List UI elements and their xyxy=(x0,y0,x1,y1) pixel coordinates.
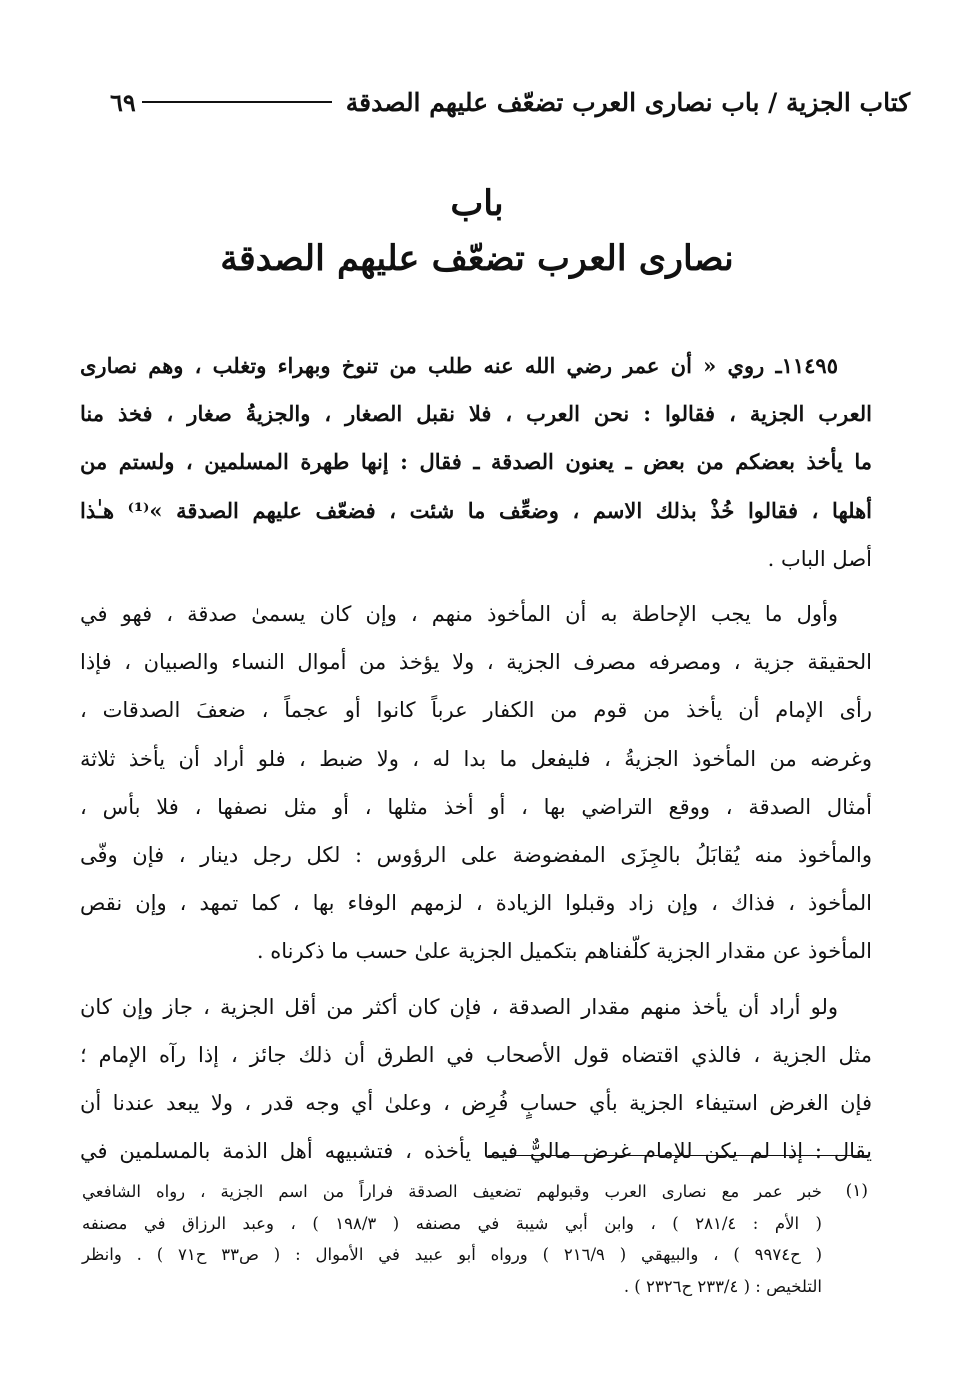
page-number: ٦٩ xyxy=(110,87,136,117)
text-line: ما يأخذ بعضكم من بعض ـ يعنون الصدقة ـ فقال : إنها طهرة المسلمين ، ولستم من xyxy=(80,449,872,475)
chapter-title: نصارى العرب تضعّف عليهم الصدقة xyxy=(220,238,734,279)
footnote-body xyxy=(82,1176,822,1302)
footnote-divider xyxy=(488,1155,868,1156)
footnote-line: ( الأم : ٢٨١/٤ ) ، وابن أبي شيبة في مصنفه ( ١٩٨/٣ ) ، وعبد الرزاق في مصنفه xyxy=(82,1213,822,1233)
text-line: المأخوذ عن مقدار الجزية كلّفناهم بتكميل الجزية علىٰ حسب ما ذكرناه . xyxy=(256,939,872,964)
text-line: العرب الجزية ، فقالوا : نحن العرب ، فلا نقبل الصغار ، والجزيةُ صغار ، فخذ منا xyxy=(80,401,872,427)
text-line: أصل الباب . xyxy=(767,546,872,571)
running-title: كتاب الجزية / باب نصارى العرب تضعّف عليهم الصدقة xyxy=(345,87,911,117)
text-line: الحقيقة جزية ، ومصرفه مصرف الجزية ، ولا يؤخذ من أموال النساء والصبيان ، فإذا xyxy=(80,650,872,675)
text-line: أمثال الصدقة ، ووقع التراضي بها ، أو أخذ مثلها ، أو مثل نصفها ، فلا بأس ، xyxy=(80,794,872,819)
header-rule xyxy=(142,101,332,103)
running-header xyxy=(110,84,911,120)
chapter-label: باب xyxy=(450,183,504,224)
text-line: يقال : إذا لم يكن للإمام غرض ماليٌّ فيما يأخذه ، فتشبيهه أهل الذمة بالمسلمين في xyxy=(80,1139,872,1164)
text-line: وأول ما يجب الإحاطة به أن المأخوذ منهم ، وإن كان يسمىٰ صدقة ، فهو في xyxy=(80,602,838,627)
text-line: والمأخوذ منه يُقابَلُ بالجِزَى المفضوضة على الرؤوس : لكل رجل دينار ، فإن وفّى xyxy=(80,843,872,868)
footnote-line: خبر عمر مع نصارى العرب وقبولهم تضعيف الصدقة فراراً من اسم الجزية ، رواه الشافعي xyxy=(82,1182,822,1201)
footnote xyxy=(82,1176,868,1302)
footnote-marker: (١) xyxy=(845,1181,868,1201)
paragraph-3 xyxy=(80,983,872,1176)
text-line: فإن الغرض استيفاء الجزية بأي حسابٍ فُرِض ، وعلىٰ أي وجه قدر ، ولا يبعد عندنا أن xyxy=(80,1091,872,1116)
text-line: رأى الإمام أن يأخذ من قوم من الكفار عرباً كانوا أو عجماً ، ضعفَ الصدقات ، xyxy=(80,698,872,723)
text-line: المأخوذ ، فذاك ، وإن زاد وقبلوا الزيادة ، لزمهم الوفاء بها ، كما تمهد ، وإن نقص xyxy=(80,891,872,916)
footnote-line: التلخيص : ( ٢٣٣/٤ ح٢٣٢٦ ) . xyxy=(623,1276,822,1296)
footnote-line: ( ح٩٩٧٤ ) ، والبيهقي ( ٢١٦/٩ ) ورواه أبو عبيد في الأموال : ( ص٣٣ ح٧١ ) . وانظر xyxy=(82,1245,823,1264)
chapter-heading xyxy=(0,178,954,288)
paragraph-1 xyxy=(80,342,872,583)
text-line: أهلها ، فقالوا خُذْ بذلك الاسم ، وضعِّف ما شئت ، فضعّف عليهم الصدقة »⁽¹⁾ هـٰذا xyxy=(80,497,872,523)
text-line: وغرضه من المأخوذ الجزيةُ ، فليفعل ما بدا له ، ولا ضبط ، فلو أراد أن يأخذ ثلاثة xyxy=(80,746,872,771)
text-line: ولو أراد أن يأخذ منهم مقدار الصدقة ، فإن كان أكثر من أقل الجزية ، جاز وإن كان xyxy=(80,994,838,1019)
text-line: ١١٤٩٥ـ روي « أن عمر رضي الله عنه طلب من تنوخ وبهراء وتغلب ، وهم نصارى xyxy=(80,353,838,378)
body-text xyxy=(80,342,872,1175)
text-line: مثل الجزية ، فالذي اقتضاه قول الأصحاب في الطرق أن ذلك جائز ، إذا رآه الإمام ؛ xyxy=(80,1042,872,1067)
paragraph-2 xyxy=(80,590,872,976)
